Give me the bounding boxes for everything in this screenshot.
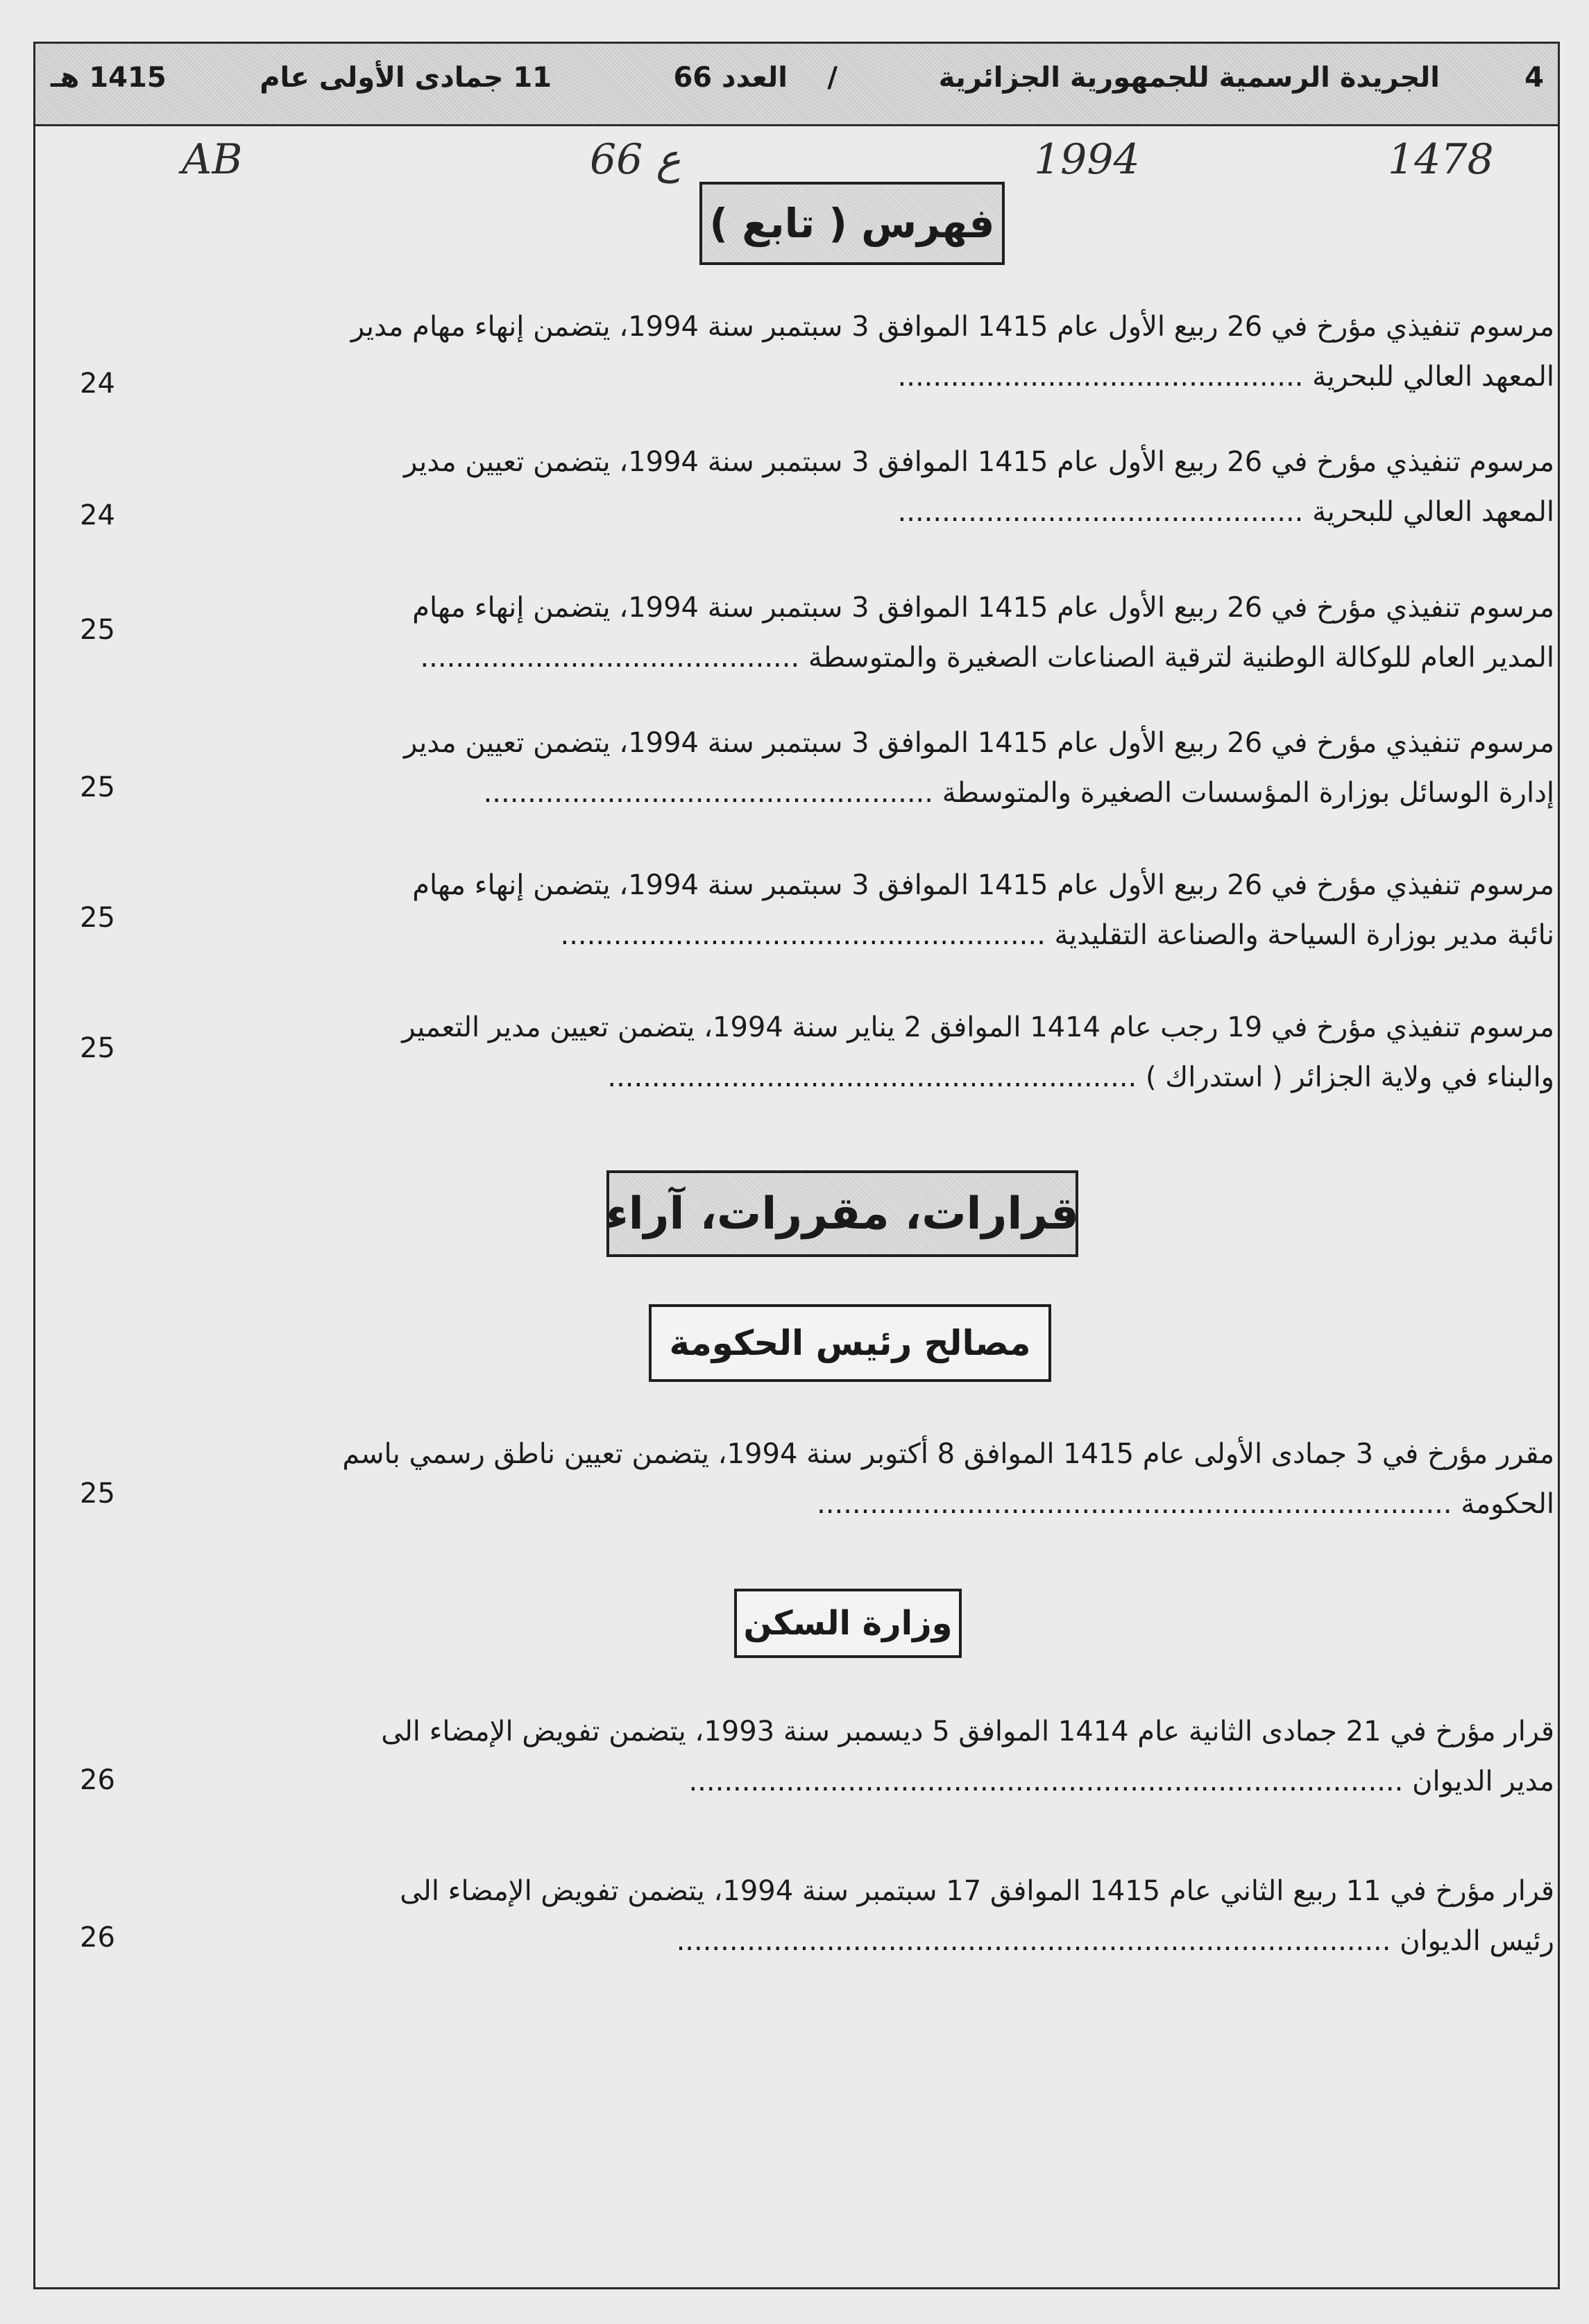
entry-line-1: مرسوم تنفيذي مؤرخ في 26 ربيع الأول عام 1415 الموافق 3 سبتمبر سنة 1994، يتضمن إنهاء مهام مدير [350,311,1554,343]
entry-page-number: 25 [80,771,115,803]
entry-dots: .............................................. [897,496,1304,528]
handwritten-note-2: 66 ع [590,135,681,184]
entry-dots: ................................................................................. [676,1925,1391,1957]
header-separator: / [827,62,838,94]
entry-page-number: 25 [80,902,115,934]
entry-page-number: 24 [80,368,115,400]
entry-page-number: 25 [80,614,115,646]
gazette-header [33,42,1560,126]
entry-line-2: رئيس الديوان [1400,1925,1554,1957]
entry-dots: ................................................................................. [688,1766,1404,1797]
entry-line-2: المدير العام للوكالة الوطنية لترقية الصناعات الصغيرة والمتوسطة [808,642,1554,674]
entry-line-1: مقرر مؤرخ في 3 جمادى الأولى عام 1415 الموافق 8 أكتوبر سنة 1994، يتضمن تعيين ناطق رسمي باسم [342,1438,1554,1470]
index-entry [194,1429,1554,1529]
index-entry [194,860,1554,960]
issue-number: العدد 66 [673,62,788,94]
handwritten-note-1: AB [182,135,243,184]
entry-page-number: 25 [80,1032,115,1064]
entry-page-number: 26 [80,1764,115,1796]
gazette-title: الجريدة الرسمية للجمهورية الجزائرية [938,62,1440,94]
entry-dots: ........................................... [420,642,800,674]
entry-line-1: مرسوم تنفيذي مؤرخ في 19 رجب عام 1414 الموافق 2 يناير سنة 1994، يتضمن تعيين مدير التعمير [402,1011,1554,1043]
index-entry [194,718,1554,818]
entry-dots: ............................................................ [607,1061,1137,1093]
index-heading: فهرس ( تابع ) [699,182,1005,265]
entry-line-1: مرسوم تنفيذي مؤرخ في 26 ربيع الأول عام 1415 الموافق 3 سبتمبر سنة 1994، يتضمن تعيين مدير [404,446,1554,478]
entry-line-1: مرسوم تنفيذي مؤرخ في 26 ربيع الأول عام 1415 الموافق 3 سبتمبر سنة 1994، يتضمن إنهاء مهام [412,869,1554,901]
entry-line-2: إدارة الوسائل بوزارة المؤسسات الصغيرة والمتوسطة [942,777,1554,809]
index-entry [194,1002,1554,1102]
decisions-heading: قرارات، مقررات، آراء [606,1170,1078,1257]
housing-ministry-heading: وزارة السكن [734,1589,962,1658]
entry-line-1: قرار مؤرخ في 11 ربيع الثاني عام 1415 الموافق 17 سبتمبر سنة 1994، يتضمن تفويض الإمضاء الى [400,1875,1554,1907]
entry-dots: ........................................................................ [817,1488,1452,1520]
entry-page-number: 26 [80,1922,115,1954]
entry-line-1: مرسوم تنفيذي مؤرخ في 26 ربيع الأول عام 1415 الموافق 3 سبتمبر سنة 1994، يتضمن تعيين مدير [404,727,1554,759]
entry-line-2: المعهد العالي للبحرية [1312,496,1554,528]
handwritten-note-3: 1994 [1034,135,1140,184]
entry-line-2: نائبة مدير بوزارة السياحة والصناعة التقليدية [1054,919,1554,951]
index-entry [194,583,1554,683]
index-entry [194,1707,1554,1806]
entry-line-2: مدير الديوان [1412,1766,1554,1797]
entry-dots: ................................................... [483,777,934,809]
pm-services-heading: مصالح رئيس الحكومة [649,1304,1051,1382]
entry-line-2: والبناء في ولاية الجزائر ( استدراك ) [1145,1061,1554,1093]
entry-dots: ....................................................... [560,919,1046,951]
page-number: 4 [1524,62,1544,94]
entry-line-1: قرار مؤرخ في 21 جمادى الثانية عام 1414 الموافق 5 ديسمبر سنة 1993، يتضمن تفويض الإمضاء الى [381,1716,1554,1748]
entry-line-2: المعهد العالي للبحرية [1312,361,1554,393]
issue-year: 1415 هـ [51,62,167,94]
index-entry [194,302,1554,402]
handwritten-note-4: 1478 [1388,135,1494,184]
entry-line-1: مرسوم تنفيذي مؤرخ في 26 ربيع الأول عام 1415 الموافق 3 سبتمبر سنة 1994، يتضمن إنهاء مهام [412,592,1554,624]
entry-page-number: 25 [80,1478,115,1510]
entry-page-number: 24 [80,499,115,531]
issue-date: 11 جمادى الأولى عام [260,62,552,94]
entry-line-2: الحكومة [1461,1488,1554,1520]
index-entry [194,1866,1554,1966]
index-entry [194,437,1554,537]
entry-dots: .............................................. [897,361,1304,393]
